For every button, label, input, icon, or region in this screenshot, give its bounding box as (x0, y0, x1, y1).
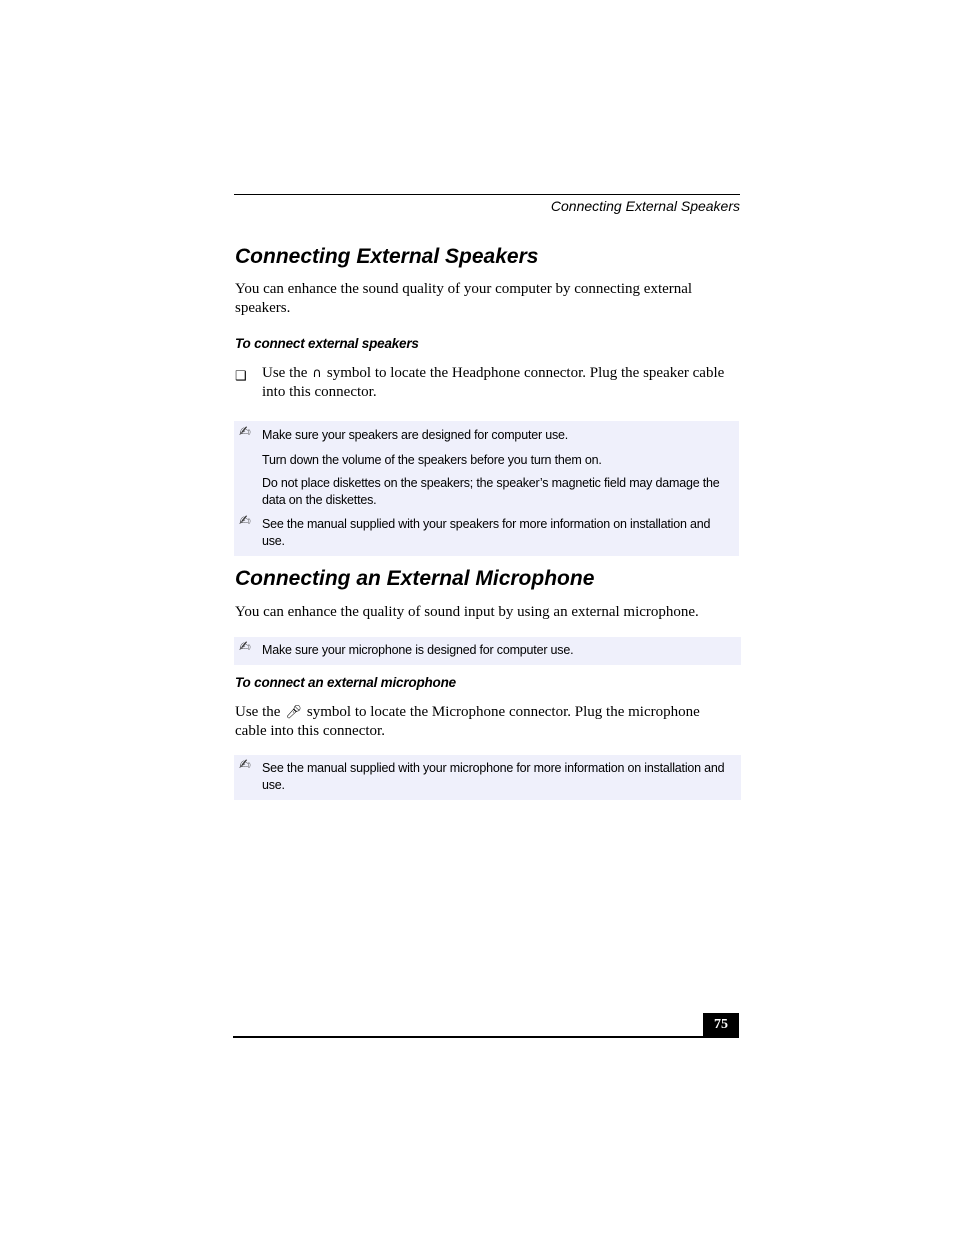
speakers-step (262, 364, 732, 402)
section-title-speakers: Connecting External Speakers (235, 245, 539, 268)
pencil-note-icon: ✍ (239, 424, 251, 440)
microphone-note-1: Make sure your microphone is designed for computer use. (262, 643, 574, 657)
page-number: 75 (703, 1013, 739, 1038)
header-rule (234, 194, 740, 195)
microphone-icon: 🎤︎ (285, 705, 302, 720)
microphone-step (235, 703, 725, 741)
pencil-note-icon: ✍ (239, 757, 251, 773)
microphone-step-before: Use the (235, 704, 281, 720)
microphone-step-after: symbol to locate the Microphone connector. Plug the microphone cable into this connector. (235, 704, 700, 739)
speakers-step-before: Use the (262, 365, 308, 381)
microphone-intro: You can enhance the quality of sound input by using an external microphone. (235, 604, 699, 620)
speakers-note-2: Turn down the volume of the speakers before you turn them on. (262, 453, 602, 467)
pencil-note-icon: ✍ (239, 513, 251, 529)
checkbox-bullet-icon: ❑ (235, 368, 247, 383)
speakers-intro: You can enhance the sound quality of your computer by connecting external speakers. (235, 281, 693, 316)
procedure-title-speakers: To connect external speakers (235, 336, 419, 351)
section-title-microphone: Connecting an External Microphone (235, 567, 595, 590)
running-header: Connecting External Speakers (550, 198, 740, 214)
procedure-title-microphone: To connect an external microphone (235, 675, 456, 690)
microphone-note-2: See the manual supplied with your microphone for more information on installation and use. (262, 761, 725, 792)
speakers-note-4: See the manual supplied with your speakers for more information on installation and use. (262, 517, 711, 548)
speakers-step-after: symbol to locate the Headphone connector. Plug the speaker cable into this connector. (262, 365, 725, 400)
speakers-note-1: Make sure your speakers are designed for computer use. (262, 428, 569, 442)
footer-rule (233, 1036, 703, 1038)
speakers-note-3: Do not place diskettes on the speakers; the speaker’s magnetic field may damage the data on the diskettes. (262, 476, 720, 507)
pencil-note-icon: ✍ (239, 639, 251, 655)
headphone-icon: ∩ (312, 366, 322, 381)
